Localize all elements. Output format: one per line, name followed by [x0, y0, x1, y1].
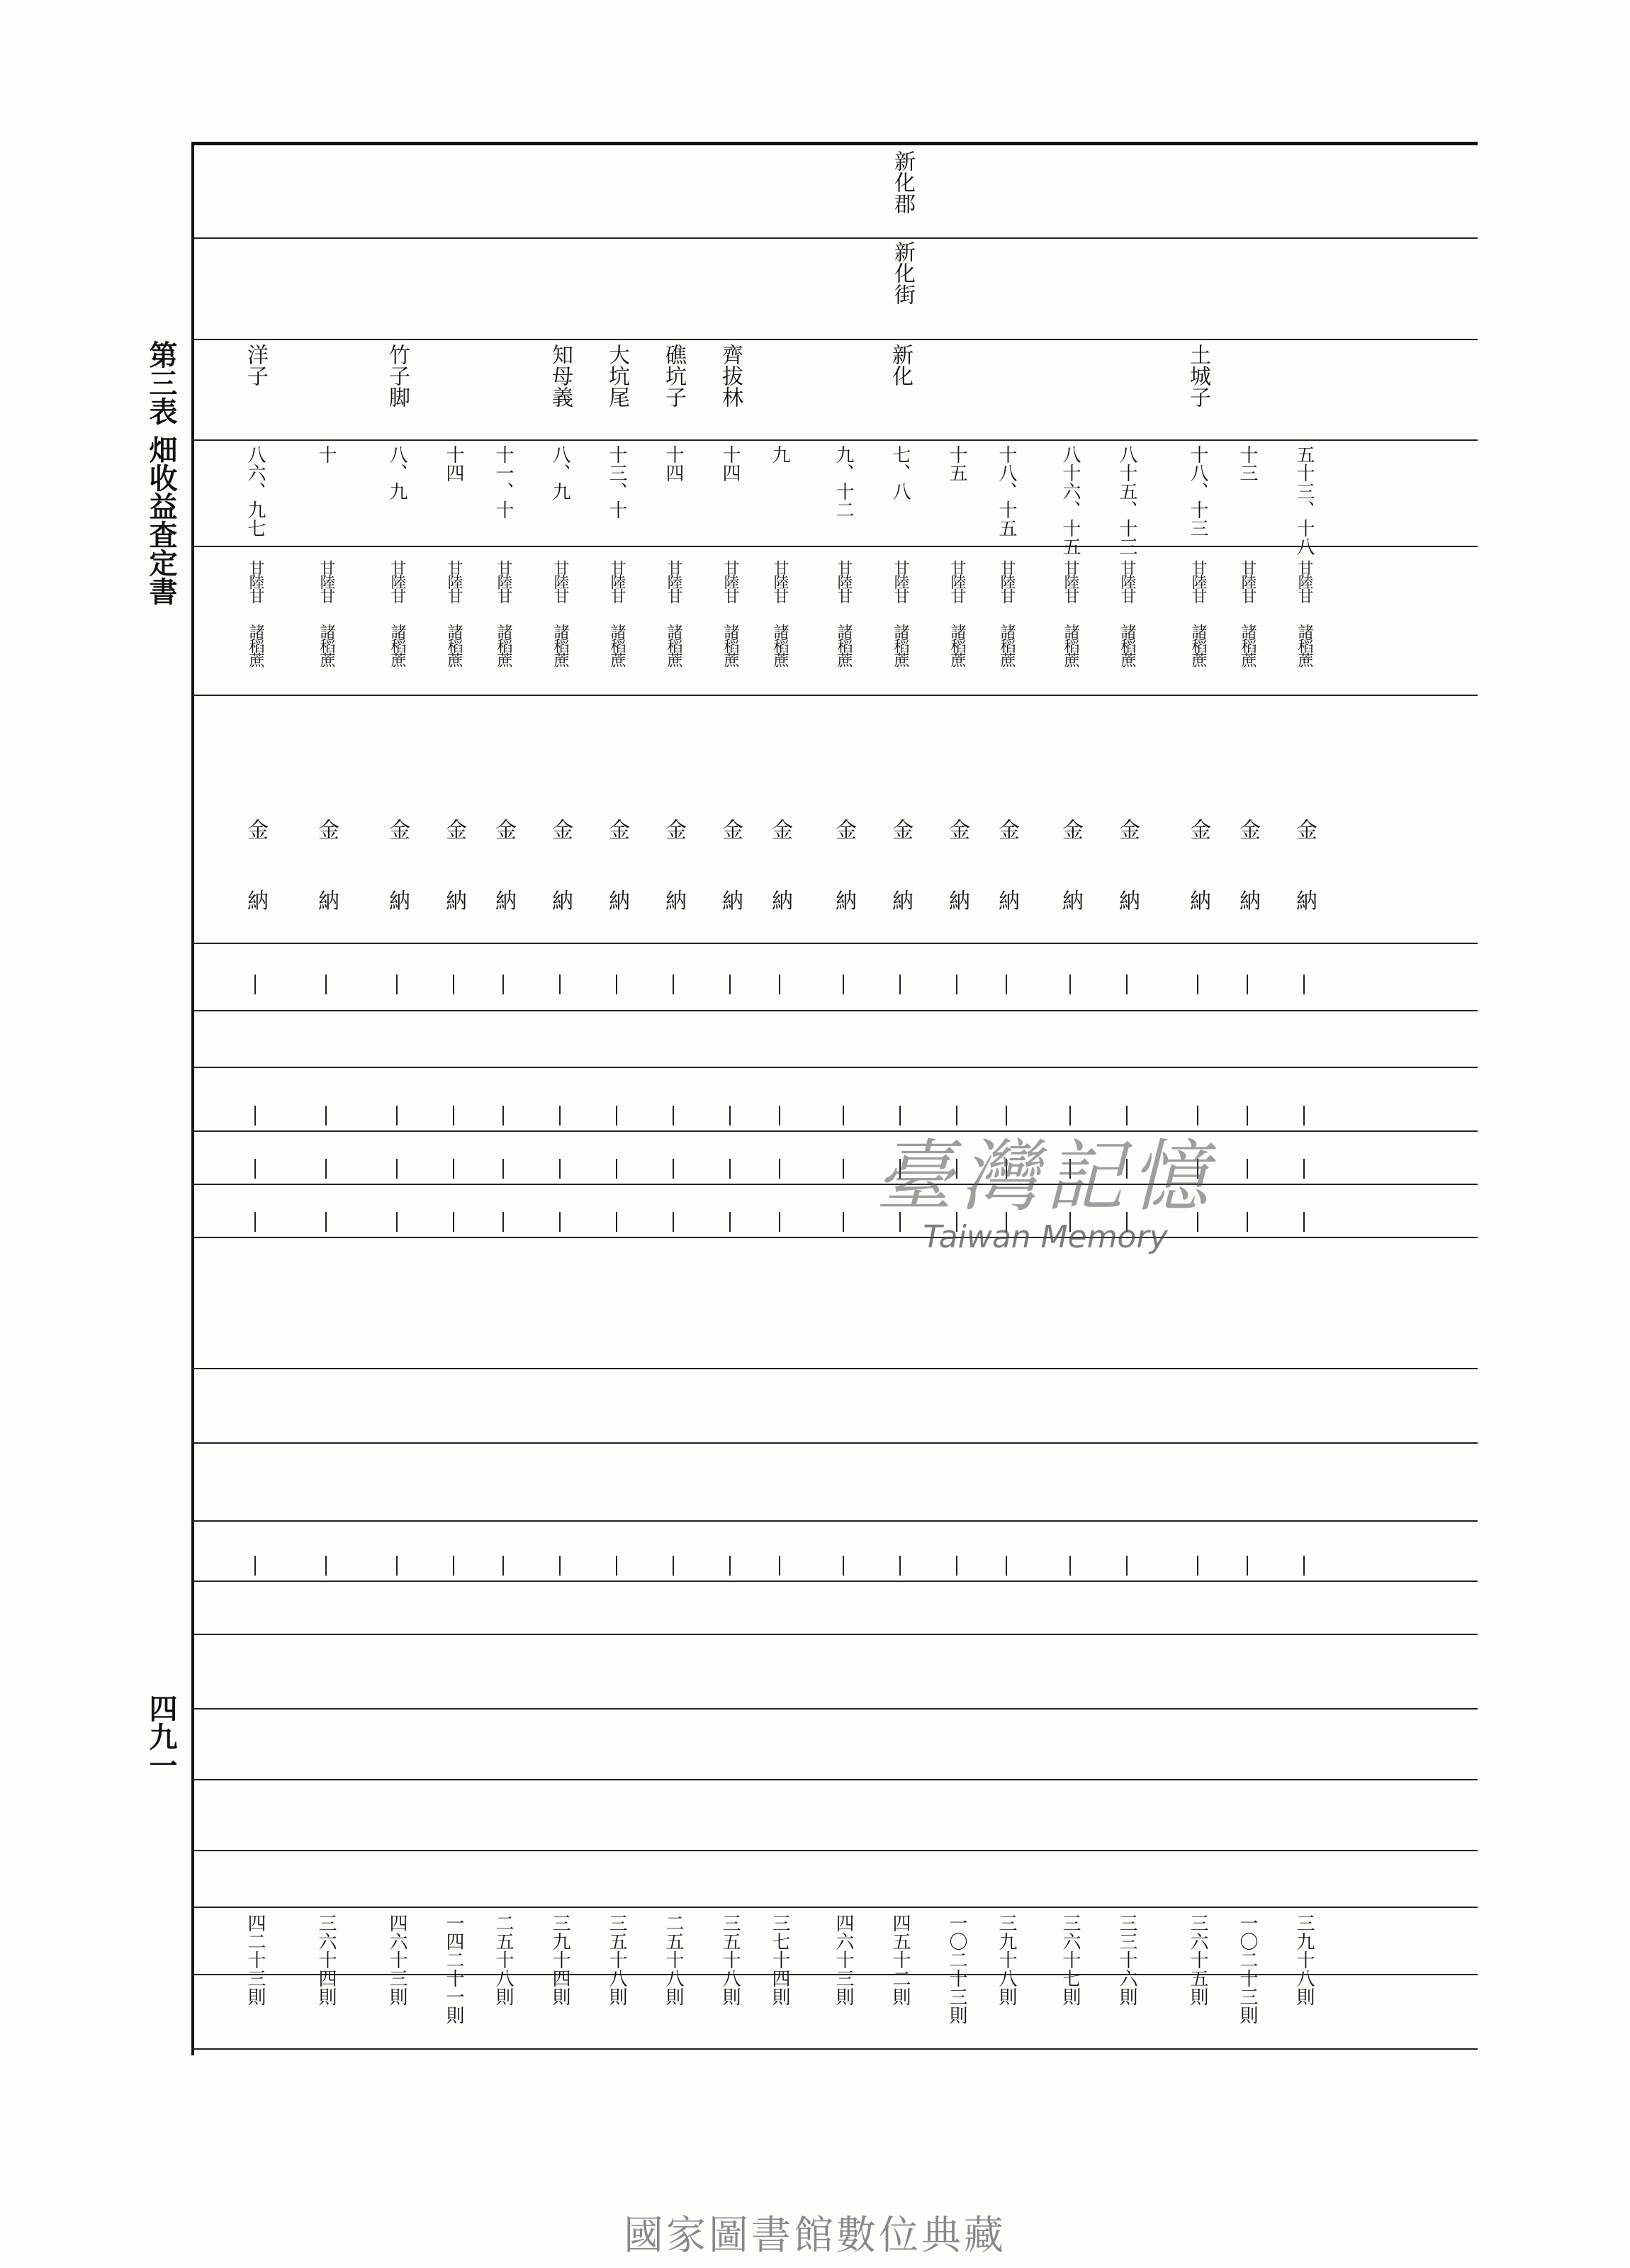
lot-number: 七、八 — [889, 445, 911, 500]
dash-cell — [453, 1159, 454, 1179]
unit-cell: 金 — [548, 819, 573, 840]
lot-number: 十四 — [443, 445, 464, 482]
dash-cell — [843, 975, 844, 994]
dash-cell — [729, 1556, 731, 1576]
pay-cell: 納 — [661, 889, 686, 911]
dash-cell — [1247, 975, 1248, 994]
period-cell: 四五十二則 — [889, 1914, 911, 2006]
rule-row-13 — [191, 1907, 1478, 1908]
rule-2 — [191, 339, 1478, 340]
footer-credit: 國家圖書館數位典藏 — [624, 2213, 1006, 2259]
dash-cell — [453, 1212, 454, 1232]
pay-cell: 納 — [243, 889, 268, 911]
crop-type-cell: 諸稻蔗 — [551, 624, 569, 666]
dash-cell — [956, 1556, 957, 1576]
dash-cell — [616, 1159, 617, 1179]
crop-type-cell: 諸稻蔗 — [1189, 624, 1207, 666]
dash-cell — [325, 1159, 327, 1179]
crop-type-cell: 諸稻蔗 — [665, 624, 682, 666]
top-rule — [191, 142, 1478, 145]
rule-bottom — [191, 2048, 1478, 2050]
dash-cell — [396, 1159, 398, 1179]
place-name: 礁坑子 — [661, 344, 686, 408]
period-cell: 四二十三則 — [244, 1914, 266, 2006]
dash-cell — [453, 975, 454, 994]
crop-code-cell: 甘陸甘 — [317, 560, 335, 602]
pay-cell: 納 — [548, 889, 573, 911]
dash-cell — [779, 1106, 780, 1125]
crop-type-cell: 諸稻蔗 — [721, 624, 739, 666]
crop-code-cell: 甘陸甘 — [445, 560, 463, 602]
watermark-subtitle: Taiwan Memory — [923, 1219, 1168, 1255]
lot-number: 八十六、十五 — [1060, 445, 1081, 556]
dash-cell — [396, 975, 398, 994]
unit-cell: 金 — [888, 819, 913, 840]
rule-row-10 — [191, 1708, 1478, 1710]
dash-cell — [779, 1556, 780, 1576]
dash-cell — [396, 1556, 398, 1576]
unit-cell: 金 — [243, 819, 268, 840]
dash-cell — [453, 1556, 454, 1576]
dash-cell — [1303, 1106, 1305, 1125]
pay-cell: 納 — [314, 889, 339, 911]
crop-code-cell: 甘陸甘 — [608, 560, 626, 602]
dash-cell — [1247, 1106, 1248, 1125]
rule-row-9 — [191, 1634, 1478, 1635]
unit-cell: 金 — [718, 819, 743, 840]
dash-cell — [779, 1159, 780, 1179]
dash-cell — [502, 1159, 504, 1179]
rule-row-1 — [191, 1067, 1478, 1068]
crop-code-cell: 甘陸甘 — [388, 560, 406, 602]
dash-cell — [502, 1556, 504, 1576]
rule-row-0 — [191, 1010, 1478, 1011]
crop-code-cell: 甘陸甘 — [495, 560, 512, 602]
crop-type-cell: 諸稻蔗 — [1239, 624, 1257, 666]
unit-cell: 金 — [994, 819, 1019, 840]
dash-cell — [559, 1159, 561, 1179]
crop-type-cell: 諸稻蔗 — [948, 624, 966, 666]
dash-cell — [1303, 1159, 1305, 1179]
dash-cell — [559, 1106, 561, 1125]
period-cell: 三六十四則 — [315, 1914, 337, 2006]
unit-cell: 金 — [605, 819, 629, 840]
dash-cell — [1069, 1106, 1071, 1125]
crop-type-cell: 諸稻蔗 — [1062, 624, 1079, 666]
dash-cell — [729, 1106, 731, 1125]
side-title: 第三表 畑收益査定書 — [145, 340, 178, 605]
crop-code-cell: 甘陸甘 — [665, 560, 682, 602]
dash-cell — [1006, 1556, 1007, 1576]
pay-cell: 納 — [605, 889, 629, 911]
place-name: 新化 — [888, 344, 913, 386]
dash-cell — [673, 1556, 674, 1576]
dash-cell — [325, 1556, 327, 1576]
dash-cell — [325, 1106, 327, 1125]
dash-cell — [1126, 1106, 1128, 1125]
crop-type-cell: 諸稻蔗 — [998, 624, 1016, 666]
pay-cell: 納 — [718, 889, 743, 911]
dash-cell — [1197, 1556, 1198, 1576]
unit-cell: 金 — [1292, 819, 1317, 840]
crop-code-cell: 甘陸甘 — [1295, 560, 1313, 602]
pay-cell: 納 — [945, 889, 969, 911]
rule-row-7 — [191, 1520, 1478, 1522]
lot-number: 九、十二 — [833, 445, 854, 519]
table-frame — [191, 142, 1478, 2055]
period-cell: 三九十八則 — [1293, 1914, 1315, 2006]
lot-number: 八十五、十三 — [1116, 445, 1137, 556]
period-cell: 四六十三則 — [833, 1914, 854, 2006]
period-cell: 三九十四則 — [549, 1914, 570, 2006]
pay-cell: 納 — [1235, 889, 1260, 911]
dash-cell — [673, 1159, 674, 1179]
dash-cell — [1197, 1106, 1198, 1125]
lot-number: 十三 — [1237, 445, 1258, 482]
dash-cell — [843, 1556, 844, 1576]
dash-cell — [956, 1106, 957, 1125]
lot-number: 十 — [315, 445, 337, 464]
unit-cell: 金 — [768, 819, 792, 840]
unit-cell: 金 — [385, 819, 410, 840]
dash-cell — [673, 975, 674, 994]
place-name: 知母義 — [548, 344, 573, 408]
dash-cell — [779, 1212, 780, 1232]
lot-number: 十八、十五 — [996, 445, 1017, 537]
dash-cell — [502, 1212, 504, 1232]
place-name: 齊拔林 — [718, 344, 743, 408]
unit-cell: 金 — [1235, 819, 1260, 840]
crop-code-cell: 甘陸甘 — [771, 560, 789, 602]
lot-number: 十一、十 — [493, 445, 514, 519]
rule-3 — [191, 439, 1478, 441]
crop-code-cell: 甘陸甘 — [1062, 560, 1079, 602]
lot-number: 八、九 — [549, 445, 570, 500]
dash-cell — [1126, 1556, 1128, 1576]
dash-cell — [729, 975, 731, 994]
pay-cell: 納 — [1186, 889, 1210, 911]
dash-cell — [673, 1106, 674, 1125]
place-name: 土城子 — [1186, 344, 1210, 408]
dash-cell — [396, 1212, 398, 1232]
crop-code-cell: 甘陸甘 — [247, 560, 264, 602]
place-name: 洋子 — [243, 344, 268, 386]
period-cell: 四六十三則 — [386, 1914, 408, 2006]
rule-row-12 — [191, 1850, 1478, 1851]
dash-cell — [899, 1106, 901, 1125]
dash-cell — [616, 1556, 617, 1576]
dash-cell — [1197, 975, 1198, 994]
dash-cell — [1303, 975, 1305, 994]
period-cell: 二五十八則 — [493, 1914, 514, 2006]
pay-cell: 納 — [491, 889, 516, 911]
crop-code-cell: 甘陸甘 — [1189, 560, 1207, 602]
dash-cell — [1069, 975, 1071, 994]
pay-cell: 納 — [385, 889, 410, 911]
lot-number: 八六、九七 — [244, 445, 266, 537]
period-cell: 三六十七則 — [1060, 1914, 1081, 2006]
place-name: 大坑尾 — [605, 344, 629, 408]
rule-unit — [191, 943, 1478, 944]
rule-row-6 — [191, 1442, 1478, 1444]
crop-code-cell: 甘陸甘 — [892, 560, 909, 602]
lot-number: 十五 — [946, 445, 967, 482]
crop-type-cell: 諸稻蔗 — [608, 624, 626, 666]
dash-cell — [1126, 975, 1128, 994]
dash-cell — [779, 975, 780, 994]
period-cell: 三五十八則 — [606, 1914, 627, 2006]
crop-type-cell: 諸稻蔗 — [771, 624, 789, 666]
dash-cell — [956, 975, 957, 994]
unit-cell: 金 — [491, 819, 516, 840]
dash-cell — [843, 1106, 844, 1125]
crop-code-cell: 甘陸甘 — [1239, 560, 1257, 602]
dash-cell — [254, 975, 256, 994]
pay-cell: 納 — [442, 889, 466, 911]
pay-cell: 納 — [1058, 889, 1083, 911]
lot-number: 十三、十 — [606, 445, 627, 519]
dash-cell — [502, 1106, 504, 1125]
lot-number: 八、九 — [386, 445, 408, 500]
dash-cell — [1069, 1556, 1071, 1576]
dash-cell — [1006, 975, 1007, 994]
dash-cell — [899, 975, 901, 994]
dash-cell — [254, 1556, 256, 1576]
dash-cell — [453, 1106, 454, 1125]
dash-cell — [254, 1159, 256, 1179]
dash-cell — [559, 1556, 561, 1576]
dash-cell — [1303, 1212, 1305, 1232]
crop-type-cell: 諸稻蔗 — [835, 624, 853, 666]
dash-cell — [673, 1212, 674, 1232]
period-cell: 三九十八則 — [996, 1914, 1017, 2006]
crop-type-cell: 諸稻蔗 — [388, 624, 406, 666]
dash-cell — [502, 975, 504, 994]
crop-type-cell: 諸稻蔗 — [317, 624, 335, 666]
dash-cell — [1303, 1556, 1305, 1576]
dash-cell — [1247, 1556, 1248, 1576]
pay-cell: 納 — [768, 889, 792, 911]
rule-row-5 — [191, 1368, 1478, 1369]
dash-cell — [899, 1556, 901, 1576]
lot-number: 十八、十三 — [1187, 445, 1208, 537]
period-cell: 一四二十一則 — [443, 1914, 464, 2024]
crop-code-cell: 甘陸甘 — [551, 560, 569, 602]
rule-crop — [191, 695, 1478, 696]
dash-cell — [729, 1159, 731, 1179]
period-cell: 三五十八則 — [719, 1914, 741, 2006]
rule-row-8 — [191, 1581, 1478, 1582]
crop-type-cell: 諸稻蔗 — [247, 624, 264, 666]
unit-cell: 金 — [1186, 819, 1210, 840]
dash-cell — [559, 1212, 561, 1232]
dash-cell — [616, 1212, 617, 1232]
unit-cell: 金 — [314, 819, 339, 840]
dash-cell — [254, 1106, 256, 1125]
dash-cell — [729, 1212, 731, 1232]
unit-cell: 金 — [1058, 819, 1083, 840]
lot-number: 九 — [769, 445, 790, 464]
dash-cell — [396, 1106, 398, 1125]
unit-cell: 金 — [1115, 819, 1140, 840]
pay-cell: 納 — [1292, 889, 1317, 911]
crop-type-cell: 諸稻蔗 — [1118, 624, 1136, 666]
left-rule — [191, 142, 194, 2055]
watermark-title: 臺灣記憶 — [875, 1131, 1215, 1222]
crop-code-cell: 甘陸甘 — [948, 560, 966, 602]
rule-row-2 — [191, 1130, 1478, 1132]
unit-cell: 金 — [831, 819, 856, 840]
watermark — [804, 1131, 1286, 1255]
dash-cell — [325, 1212, 327, 1232]
dash-cell — [254, 1212, 256, 1232]
lot-number: 十四 — [719, 445, 741, 482]
pay-cell: 納 — [888, 889, 913, 911]
place-name: 竹子脚 — [385, 344, 410, 408]
period-cell: 一〇二十三則 — [946, 1914, 967, 2024]
dash-cell — [616, 975, 617, 994]
rule-1 — [191, 237, 1478, 239]
crop-type-cell: 諸稻蔗 — [445, 624, 463, 666]
lot-number: 五十三、十八 — [1293, 445, 1315, 556]
period-cell: 三三十六則 — [1116, 1914, 1137, 2006]
crop-code-cell: 甘陸甘 — [835, 560, 853, 602]
dash-cell — [559, 975, 561, 994]
dash-cell — [325, 975, 327, 994]
page-number: 四九一 — [145, 1694, 178, 1779]
lot-number: 十四 — [663, 445, 684, 482]
header-district: 新化郡 — [890, 150, 915, 214]
period-cell: 一〇二十三則 — [1237, 1914, 1258, 2024]
crop-type-cell: 諸稻蔗 — [1295, 624, 1313, 666]
pay-cell: 納 — [831, 889, 856, 911]
unit-cell: 金 — [661, 819, 686, 840]
unit-cell: 金 — [442, 819, 466, 840]
rule-row-11 — [191, 1779, 1478, 1780]
header-town: 新化街 — [890, 241, 915, 305]
crop-code-cell: 甘陸甘 — [721, 560, 739, 602]
rule-4 — [191, 546, 1478, 547]
period-cell: 三六十五則 — [1187, 1914, 1208, 2006]
period-cell: 三七十四則 — [769, 1914, 790, 2006]
crop-type-cell: 諸稻蔗 — [892, 624, 909, 666]
dash-cell — [1006, 1106, 1007, 1125]
crop-code-cell: 甘陸甘 — [1118, 560, 1136, 602]
period-cell: 二五十八則 — [663, 1914, 684, 2006]
crop-code-cell: 甘陸甘 — [998, 560, 1016, 602]
crop-type-cell: 諸稻蔗 — [495, 624, 512, 666]
pay-cell: 納 — [994, 889, 1019, 911]
pay-cell: 納 — [1115, 889, 1140, 911]
unit-cell: 金 — [945, 819, 969, 840]
dash-cell — [616, 1106, 617, 1125]
